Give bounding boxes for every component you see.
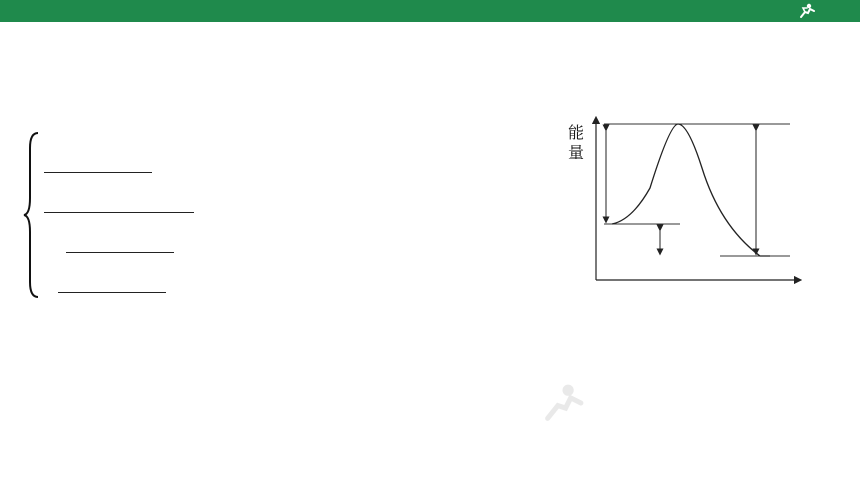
left-brace — [22, 130, 42, 300]
energy-curve — [612, 124, 770, 256]
brand-logo — [798, 2, 824, 20]
heat-blank — [58, 266, 166, 293]
line-reverse — [66, 226, 174, 253]
y-axis-label-bottom: 量 — [568, 143, 585, 162]
reverse-blank — [66, 226, 174, 253]
brand-tab — [720, 0, 860, 22]
line-heat — [44, 266, 166, 293]
y-axis-label-top: 能 — [568, 123, 585, 142]
line-e1 — [44, 146, 152, 173]
line-e2 — [44, 186, 194, 213]
e2-blank — [44, 186, 194, 213]
runner-icon — [798, 3, 816, 19]
section-title — [30, 74, 40, 96]
e1-blank — [44, 146, 152, 173]
energy-diagram — [560, 108, 850, 318]
watermark-runner-icon — [540, 380, 586, 426]
watermark — [540, 372, 840, 452]
